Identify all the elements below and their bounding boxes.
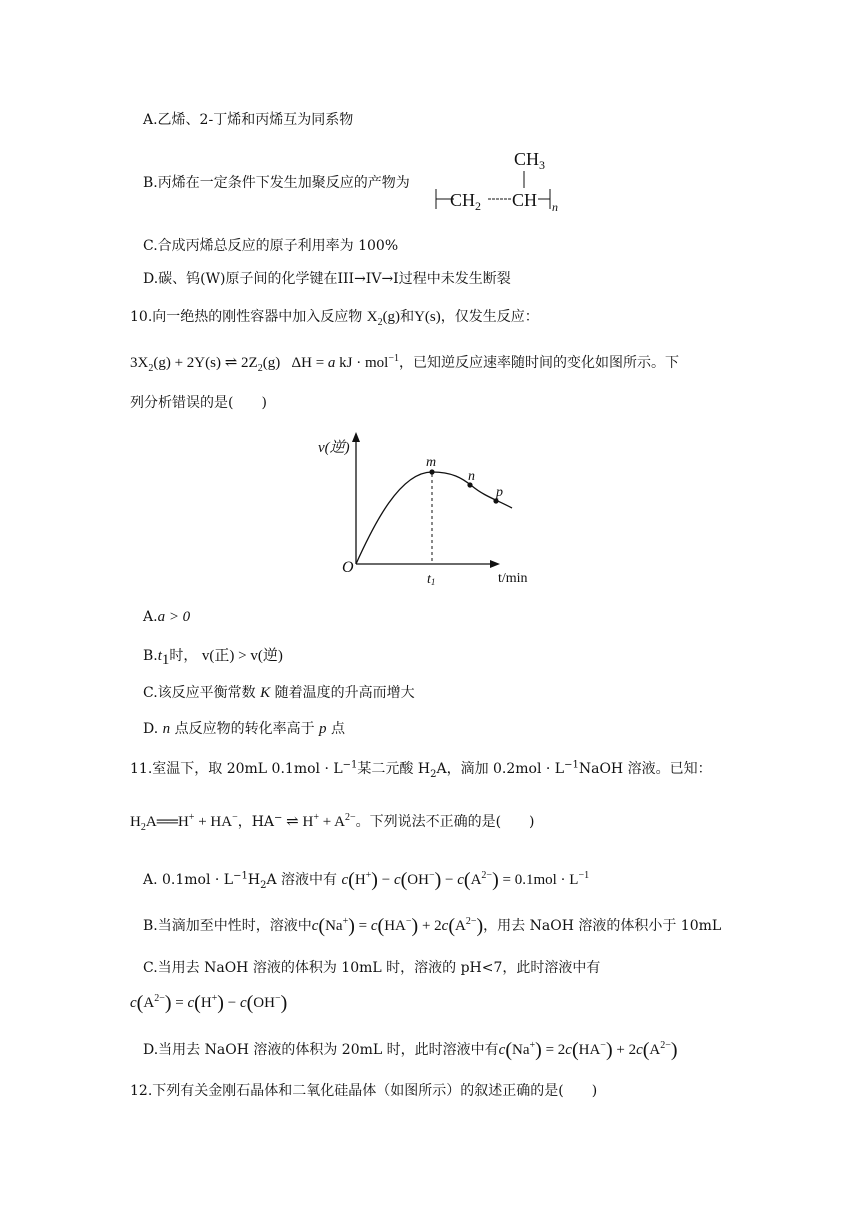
q10-stem-line2: $3X_2(g) + 2Y(s)$ ⇌ $2Z_2(g)$ ΔH = a kJ · mol$^{-1}$，已知逆反应速率随时间的变化如图所示。下 [130,353,679,374]
struct-ch: CH [512,190,538,210]
q11-option-c: C.当用去 NaOH 溶液的体积为 10mL 时，溶液的 pH<7，此时溶液中有 [143,960,601,976]
q10-stem-line1: 10.向一绝热的刚性容器中加入反应物 $X_2(g)$和Y(s)，仅发生反应： [130,309,539,328]
struct-ch2: CH [450,190,476,210]
reverse-rate-graph [312,430,542,590]
struct-ch3: CH [514,149,540,169]
origin-label: O [342,559,354,576]
svg-text:CH3: $CH_3$ [514,149,546,172]
q11-option-b: B.当滴加至中性时，溶液中$c(Na^+) = c(HA^-) + 2c(A^{2-})$，用去 NaOH 溶液的体积小于 10mL [143,915,722,937]
q11-option-a: A. $0.1mol \cdot L^{-1}H_2A$ 溶液中有 $c(H^+) - c(OH^-) - c(A^{2-}) = 0.1mol \cdot L^{-1}$ [143,869,590,891]
q12-stem: 12.下列有关金刚石晶体和二氧化硅晶体（如图所示）的叙述正确的是( ) [130,1083,598,1099]
q9-option-d: D.碳、钨(W)原子间的化学键在III→IV→I过程中未发生断裂 [143,271,511,287]
p-label: p [496,485,503,500]
q10-option-d: D. n 点反应物的转化率高于 p 点 [143,721,345,737]
q11-option-d: D.当用去 NaOH 溶液的体积为 20mL 时，此时溶液中有$c(Na^+) = 2c(HA^-) + 2c(A^{2-})$ [143,1039,678,1061]
n-label: n [468,469,475,484]
t1-label: t1 [427,572,436,587]
point-m [429,469,434,474]
q10-option-b: $B.t_1$时， v(正) > v(逆) [143,648,283,668]
svg-text:CH2: $CH_2$ [450,190,482,213]
m-label: m [426,455,437,470]
x-axis-label: t/min [498,571,528,586]
q11-stem-line1: 11.室温下，取 20mL $0.1mol \cdot L^{-1}$某二元酸 $H_2A$，滴加 $0.2mol \cdot L^{-1}NaOH$ 溶液。已知： [130,759,712,780]
y-axis-label: v(逆) [318,440,350,456]
polypropylene-structure [432,143,572,215]
q10-option-c: C.该反应平衡常数 K 随着温度的升高而增大 [143,685,415,701]
q9-option-c: C.合成丙烯总反应的原子利用率为 100% [143,238,399,254]
q10-option-a: A.a > 0 [143,609,191,625]
q9-option-a: A.乙烯、2-丁烯和丙烯互为同系物 [143,112,354,128]
q10-stem-line3: 列分析错误的是( ) [130,395,267,411]
q11-option-c-formula: $c(A^{2-}) = c(H^+) - c(OH^-)$ [130,992,288,1014]
q11-stem-line2: $H_2A══H^+ + HA^-$，HA− ⇌ $H^+ + A^{2-}$。下列说法不正确的是( ) [130,812,535,833]
q9-option-b: B.丙烯在一定条件下发生加聚反应的产物为 [143,175,410,191]
struct-n: n [552,200,558,214]
